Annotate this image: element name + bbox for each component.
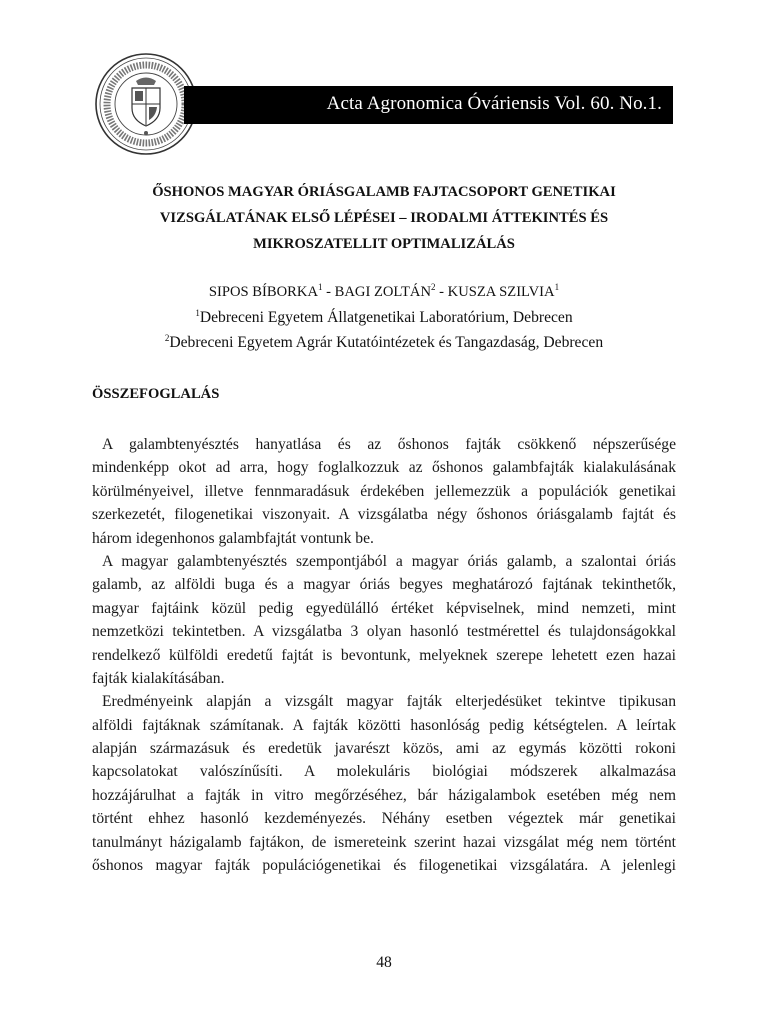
affiliation xyxy=(60,309,708,327)
text-line: történt ehhez hasonló kezdeményezés. Néhány esetben végeztek már genetikai xyxy=(92,810,676,828)
paragraph xyxy=(92,550,676,690)
affiliation-text: Debreceni Egyetem Állatgenetikai Laboratórium, Debrecen xyxy=(199,309,573,326)
text-line: Eredményeink alapján a vizsgált magyar fajták elterjedésüket tekintve tipikusan xyxy=(102,693,676,711)
text-line: három idegenhonos galambfajtát vontunk be. xyxy=(92,529,374,547)
text-line: őshonos magyar fajták populációgenetikai és filogenetikai vizsgálatára. A jelenlegi xyxy=(92,857,676,875)
text-line: hozzájárulhat a fajták in vitro megőrzéséhez, bár házigalambok esetében még nem xyxy=(92,786,676,804)
summary-body xyxy=(92,433,676,877)
text-line: magyar fajtáink közül pedig egyedülálló értéket képviselnek, mind nemzeti, mint xyxy=(92,599,676,617)
affiliation-text: Debreceni Egyetem Agrár Kutatóintézetek és Tangazdaság, Debrecen xyxy=(169,334,604,351)
author-affiliation-marker: 1 xyxy=(554,282,560,293)
author-list xyxy=(80,284,688,301)
paragraph xyxy=(92,690,676,877)
text-line: alföldi fajtáknak számítanak. A fajták közötti hasonlóság pedig kétségtelen. A leírtak xyxy=(92,716,676,734)
text-line: A magyar galambtenyésztés szempontjából a magyar óriás galamb, a szalontai óriás xyxy=(102,552,676,570)
article-title-line: ŐSHONOS MAGYAR ÓRIÁSGALAMB FAJTACSOPORT GENETIKAI xyxy=(152,184,616,200)
author-separator: - xyxy=(322,284,335,300)
page-number: 48 xyxy=(376,954,392,971)
text-line: alapján származásuk és eredetük javarészt közös, ami az egymás közötti rokoni xyxy=(92,740,676,758)
text-line: kapcsolatokat valószínűsíti. A molekuláris biológiai módszerek alkalmazása xyxy=(92,763,676,781)
text-line: A galambtenyésztés hanyatlása és az őshonos fajták csökkenő népszerűsége xyxy=(102,436,676,453)
journal-title: Acta Agronomica Óváriensis Vol. 60. No.1. xyxy=(326,93,662,114)
author-separator: - xyxy=(435,284,448,300)
author-affiliation-marker: 2 xyxy=(431,282,436,293)
author-name: BAGI ZOLTÁN xyxy=(334,284,431,300)
journal-header-bar xyxy=(184,86,673,124)
text-line: rendelkező külföldi eredetű fajtát is bevontunk, melyeknek szerepe lehetett ezen hazai xyxy=(92,646,676,664)
text-line: galamb, az alföldi buga és a magyar óriás begyes meghatározó fajtának tekinthetők, xyxy=(92,576,676,594)
university-seal-logo xyxy=(94,52,198,156)
text-line: körülményeivel, illetve fennmaradásuk érdekében jellemezzük a populációk genetikai xyxy=(92,482,676,500)
text-line: nemzetközi tekintetben. A vizsgálatba 3 olyan hasonló testmérettel és tulajdonságokkal xyxy=(92,623,676,641)
text-line: mindenképp okot ad arra, hogy foglalkozzuk az őshonos galambfajták kialakulásának xyxy=(92,459,676,477)
text-line: szerkezetét, filogenetikai viszonyait. A vizsgálatba négy őshonos óriásgalamb fajtát és xyxy=(92,506,676,524)
affiliation-marker: 2 xyxy=(164,332,170,343)
author-name: SIPOS BÍBORKA xyxy=(208,284,318,300)
section-heading-summary: ÖSSZEFOGLALÁS xyxy=(92,386,220,402)
author-name: KUSZA SZILVIA xyxy=(447,284,555,300)
article-title-line: MIKROSZATELLIT OPTIMALIZÁLÁS xyxy=(253,236,515,252)
text-line: fajták kialakításában. xyxy=(92,669,225,687)
article-title-line: VIZSGÁLATÁNAK ELSŐ LÉPÉSEI – IRODALMI ÁTTEKINTÉS ÉS xyxy=(159,210,609,226)
affiliation-marker: 1 xyxy=(195,307,200,318)
affiliation xyxy=(60,334,708,352)
text-line: tanulmányt házigalamb fajtákon, de ismereteink szerint hazai vizsgálat még nem történt xyxy=(92,833,676,851)
author-affiliation-marker: 1 xyxy=(317,282,323,293)
article-title xyxy=(100,179,668,257)
paragraph xyxy=(92,433,676,550)
